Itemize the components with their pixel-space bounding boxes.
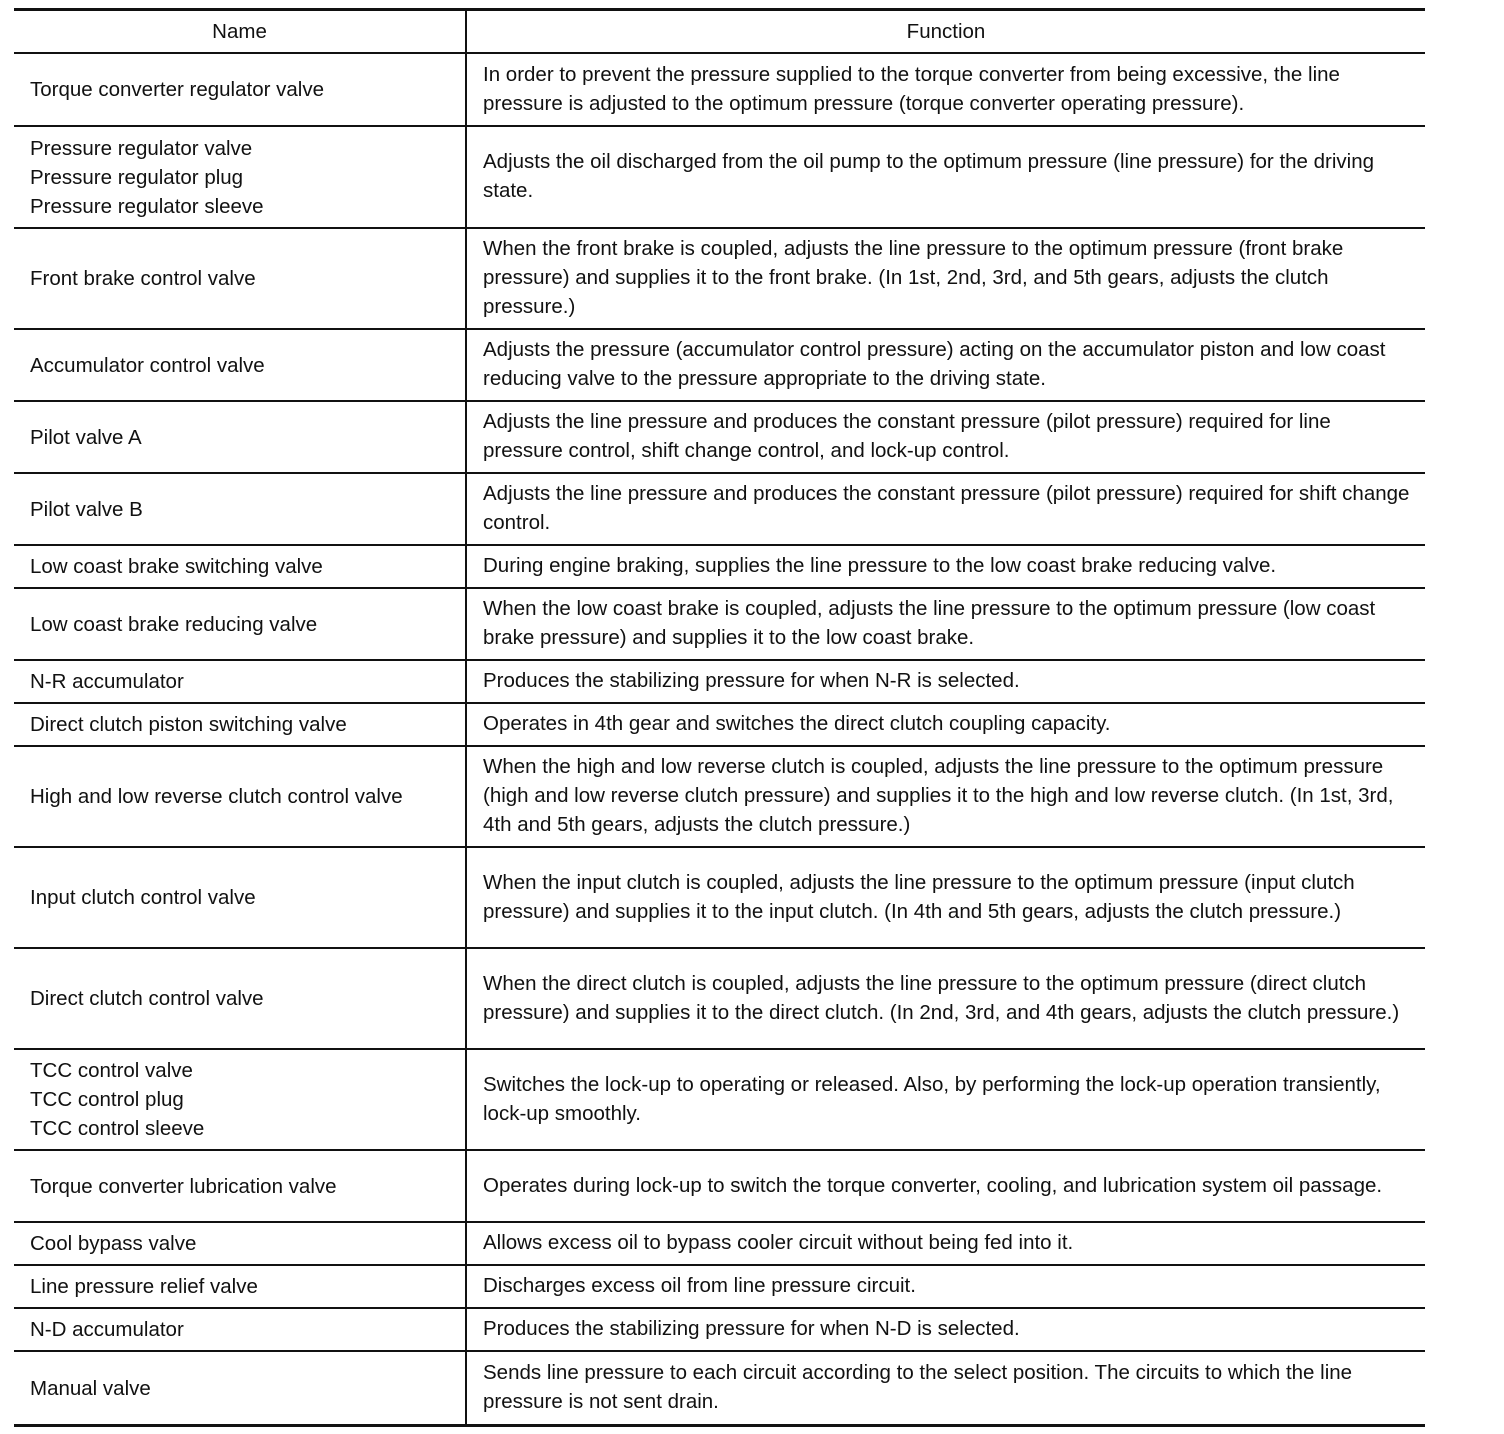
table-row: [14, 704, 1425, 747]
row-function-cell: [467, 127, 1425, 227]
component-name: TCC control valve: [30, 1059, 193, 1082]
component-name: N-D accumulator: [30, 1318, 184, 1341]
component-function: Produces the stabilizing pressure for when N-R is selected.: [483, 669, 1020, 692]
row-name-cell: [14, 747, 467, 846]
table-row: [14, 1151, 1425, 1223]
row-function-cell: [467, 1266, 1425, 1307]
component-name: Torque converter lubrication valve: [30, 1174, 337, 1198]
component-name: Pilot valve A: [30, 425, 142, 449]
component-name: N-R accumulator: [30, 670, 184, 693]
row-name-cell: [14, 402, 467, 472]
component-name: Direct clutch control valve: [30, 987, 264, 1010]
component-name: Line pressure relief valve: [30, 1275, 258, 1298]
component-name: TCC control sleeve: [30, 1117, 205, 1140]
component-name: Low coast brake switching valve: [30, 555, 323, 578]
table-row: [14, 589, 1425, 661]
row-name-cell: [14, 1151, 467, 1221]
component-function: Switches the lock-up to operating or released. Also, by performing the lock-up operation transiently, lock-up smoothly.: [483, 1072, 1381, 1125]
table-row: [14, 949, 1425, 1050]
row-function-cell: [467, 546, 1425, 587]
component-function: Discharges excess oil from line pressure circuit.: [483, 1274, 916, 1297]
component-name: Low coast brake reducing valve: [30, 612, 318, 636]
row-function-cell: [467, 949, 1425, 1048]
component-function: When the front brake is coupled, adjusts the line pressure to the optimum pressure (front brake pressure) and supplies it to the front brake. (In 1st, 2nd, 3rd, and 5th gears, adjusts the clutch pressure.): [483, 237, 1344, 318]
component-name: Pressure regulator plug: [30, 165, 244, 189]
row-name-cell: [14, 474, 467, 544]
component-function: When the direct clutch is coupled, adjusts the line pressure to the optimum pressure (direct clutch pressure) and supplies it to the direct clutch. (In 2nd, 3rd, and 4th gears, adjusts the clutch pressure.): [483, 971, 1400, 1024]
row-function-cell: [467, 54, 1425, 125]
component-function: Adjusts the line pressure and produces the constant pressure (pilot pressure) required for shift change control.: [483, 482, 1410, 534]
component-function: In order to prevent the pressure supplied to the torque converter from being excessive, the line pressure is adjusted to the optimum pressure (torque converter operating pressure).: [483, 62, 1340, 115]
component-name: Front brake control valve: [30, 267, 256, 290]
table-row: [14, 54, 1425, 127]
component-function: Allows excess oil to bypass cooler circuit without being fed into it.: [483, 1231, 1074, 1254]
row-function-cell: [467, 589, 1425, 659]
row-name-cell: [14, 546, 467, 587]
row-name-cell: [14, 1050, 467, 1149]
row-name-cell: [14, 949, 467, 1048]
table-row: [14, 747, 1425, 848]
component-function: When the low coast brake is coupled, adjusts the line pressure to the optimum pressure (low coast brake pressure) and supplies it to the low coast brake.: [483, 597, 1376, 649]
row-name-cell: [14, 1223, 467, 1264]
row-name-cell: [14, 229, 467, 328]
table-row: [14, 474, 1425, 546]
row-function-cell: [467, 848, 1425, 947]
component-name: Accumulator control valve: [30, 353, 265, 377]
row-function-cell: [467, 229, 1425, 328]
row-function-cell: [467, 1050, 1425, 1149]
component-name: Direct clutch piston switching valve: [30, 713, 347, 736]
component-name: High and low reverse clutch control valve: [30, 785, 403, 808]
component-name: Cool bypass valve: [30, 1232, 197, 1255]
component-name: Pressure regulator valve: [30, 136, 253, 160]
row-name-cell: [14, 704, 467, 745]
component-function: Produces the stabilizing pressure for when N-D is selected.: [483, 1317, 1020, 1340]
component-function: Adjusts the oil discharged from the oil pump to the optimum pressure (line pressure) for the driving state.: [483, 150, 1375, 202]
component-function: Operates in 4th gear and switches the direct clutch coupling capacity.: [483, 712, 1111, 735]
component-function: During engine braking, supplies the line pressure to the low coast brake reducing valve.: [483, 554, 1277, 577]
table-header-row: [14, 11, 1425, 54]
row-name-cell: [14, 1309, 467, 1350]
table-row: [14, 848, 1425, 949]
row-name-cell: [14, 848, 467, 947]
table-row: [14, 546, 1425, 589]
table-row: [14, 1352, 1425, 1424]
row-name-cell: [14, 54, 467, 125]
row-function-cell: [467, 661, 1425, 702]
component-function: Adjusts the line pressure and produces the constant pressure (pilot pressure) required for line pressure control, shift change control, and lock-up control.: [483, 410, 1331, 462]
row-function-cell: [467, 402, 1425, 472]
column-header-name: Name: [14, 11, 467, 52]
table-body: [14, 54, 1425, 1424]
table-row: [14, 661, 1425, 704]
table-row: [14, 402, 1425, 474]
table-row: [14, 1309, 1425, 1352]
column-header-function: Function: [906, 20, 986, 43]
row-name-cell: [14, 330, 467, 400]
component-function: Sends line pressure to each circuit according to the select position. The circuits to which the line pressure is not sent drain.: [483, 1361, 1353, 1413]
row-name-cell: [14, 661, 467, 702]
row-function-cell: [467, 1352, 1425, 1424]
row-name-cell: [14, 589, 467, 659]
valve-function-table: [14, 8, 1425, 1427]
table-row: [14, 229, 1425, 330]
component-function: When the input clutch is coupled, adjusts the line pressure to the optimum pressure (input clutch pressure) and supplies it to the input clutch. (In 4th and 5th gears, adjusts the clutch pressure.): [483, 870, 1355, 923]
component-name: Pressure regulator sleeve: [30, 194, 264, 218]
row-name-cell: [14, 127, 467, 227]
component-function: When the high and low reverse clutch is coupled, adjusts the line pressure to the optimum pressure (high and low reverse clutch pressure) and supplies it to the high and low reverse clutch. (In 1st, 3rd, 4th and 5th gears, adjusts the clutch pressure.): [483, 755, 1394, 836]
component-name: Pilot valve B: [30, 497, 143, 521]
component-function: Operates during lock-up to switch the torque converter, cooling, and lubrication system oil passage.: [483, 1173, 1383, 1197]
table-row: [14, 330, 1425, 402]
component-name: Input clutch control valve: [30, 886, 256, 909]
table-row: [14, 127, 1425, 229]
row-function-cell: [467, 747, 1425, 846]
component-function: Adjusts the pressure (accumulator control pressure) acting on the accumulator piston and low coast reducing valve to the pressure appropriate to the driving state.: [483, 338, 1386, 390]
component-name: TCC control plug: [30, 1088, 184, 1111]
row-name-cell: [14, 1266, 467, 1307]
table-row: [14, 1050, 1425, 1151]
row-function-cell: [467, 1309, 1425, 1350]
component-name: Torque converter regulator valve: [30, 78, 324, 101]
row-function-cell: [467, 474, 1425, 544]
component-name: Manual valve: [30, 1376, 151, 1400]
row-function-cell: [467, 704, 1425, 745]
row-name-cell: [14, 1352, 467, 1424]
row-function-cell: [467, 330, 1425, 400]
row-function-cell: [467, 1223, 1425, 1264]
row-function-cell: [467, 1151, 1425, 1221]
table-row: [14, 1266, 1425, 1309]
table-row: [14, 1223, 1425, 1266]
